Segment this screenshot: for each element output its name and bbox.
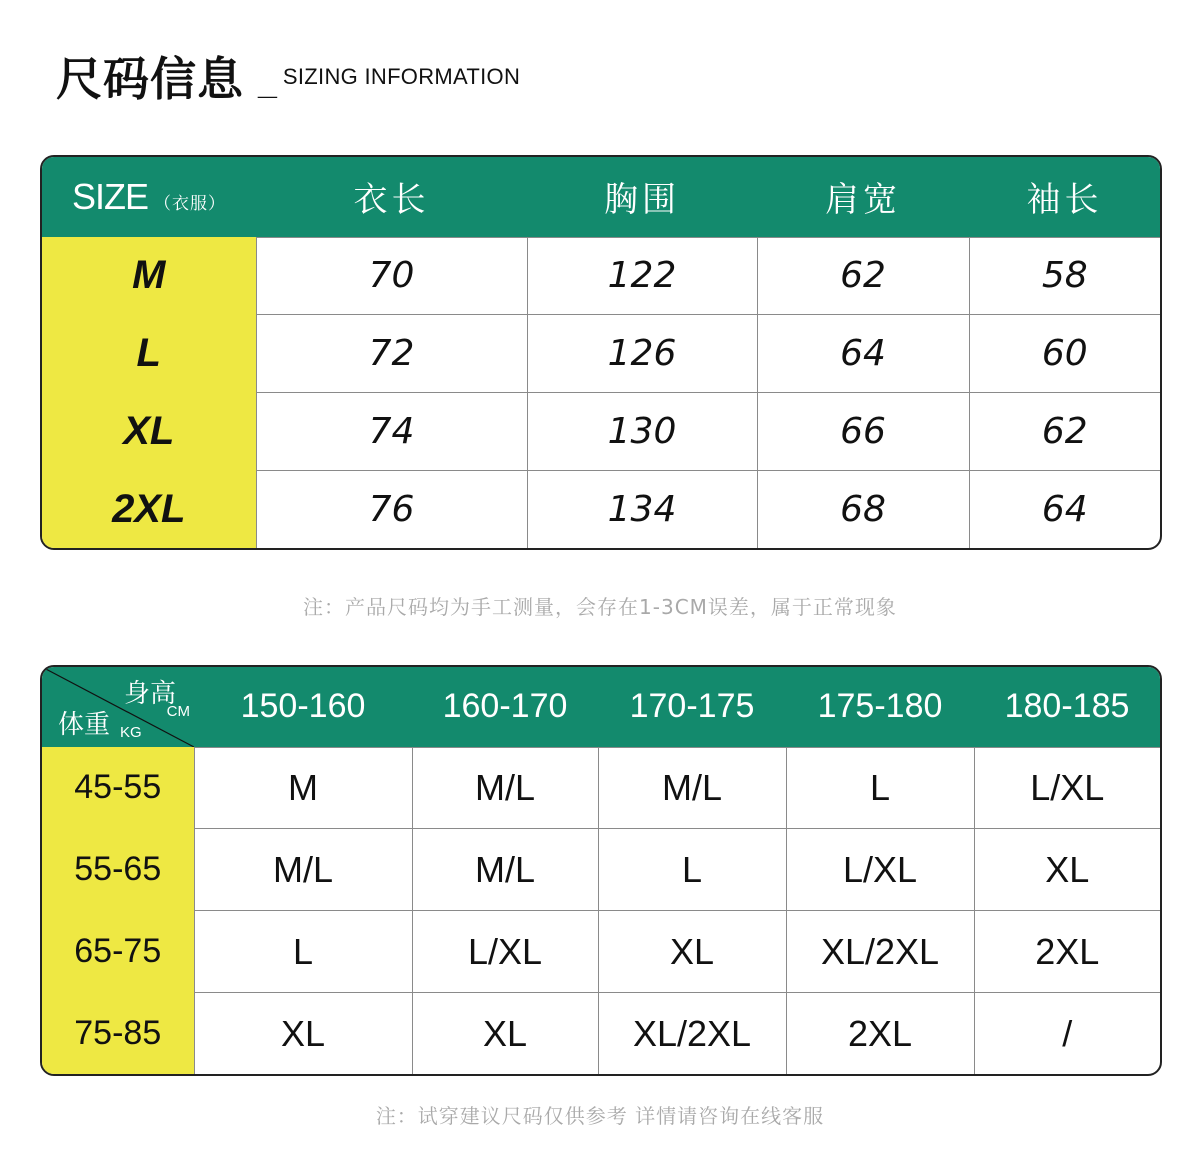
size-cell: 2XL <box>786 993 974 1074</box>
column-header-shoulder: 肩宽 <box>757 157 969 237</box>
measurement-note: 注：产品尺码均为手工测量，会存在1-3CM误差，属于正常现象 <box>303 595 897 619</box>
value-cell: 72 <box>256 315 527 393</box>
height-range-header: 175-180 <box>786 667 974 747</box>
size-label: M <box>42 237 256 315</box>
table-row <box>42 470 1160 548</box>
size-cell: XL <box>598 911 786 993</box>
size-label: 2XL <box>42 470 256 548</box>
size-cell: L <box>194 911 412 993</box>
table-row <box>42 829 1160 911</box>
size-cell: L/XL <box>412 911 598 993</box>
size-cell: XL <box>194 993 412 1074</box>
value-cell: 76 <box>256 470 527 548</box>
table-row <box>42 911 1160 993</box>
corner-header <box>42 667 194 747</box>
value-cell: 74 <box>256 393 527 471</box>
size-cell: M/L <box>412 747 598 829</box>
weight-range-label: 55-65 <box>42 829 194 911</box>
size-column-header <box>42 157 256 237</box>
size-cell: / <box>974 993 1160 1074</box>
size-cell: XL/2XL <box>598 993 786 1074</box>
height-range-header: 180-185 <box>974 667 1160 747</box>
table-row <box>42 315 1160 393</box>
size-cell: M/L <box>194 829 412 911</box>
title-english: SIZING INFORMATION <box>282 64 521 89</box>
recommendation-note: 注：试穿建议尺码仅供参考 详情请咨询在线客服 <box>375 1104 825 1128</box>
size-recommendation-table <box>40 665 1162 1076</box>
height-label: 身高 <box>123 679 176 709</box>
page-title <box>56 32 521 106</box>
size-cell: L <box>786 747 974 829</box>
size-cell: XL <box>412 993 598 1074</box>
size-cell: M/L <box>598 747 786 829</box>
column-header-sleeve: 袖长 <box>969 157 1160 237</box>
table-row <box>42 993 1160 1074</box>
size-header-text: SIZE <box>71 176 148 217</box>
height-unit: CM <box>166 703 190 720</box>
value-cell: 130 <box>527 393 757 471</box>
value-cell: 70 <box>256 237 527 315</box>
weight-unit: KG <box>120 724 142 741</box>
value-cell: 68 <box>757 470 969 548</box>
size-label: L <box>42 315 256 393</box>
size-cell: L <box>598 829 786 911</box>
height-range-header: 160-170 <box>412 667 598 747</box>
value-cell: 122 <box>527 237 757 315</box>
table-row <box>42 393 1160 471</box>
value-cell: 66 <box>757 393 969 471</box>
value-cell: 134 <box>527 470 757 548</box>
value-cell: 60 <box>969 315 1160 393</box>
column-header-length: 衣长 <box>256 157 527 237</box>
size-header-note: （衣服） <box>154 194 226 214</box>
size-label: XL <box>42 393 256 471</box>
weight-range-label: 65-75 <box>42 911 194 993</box>
table-row <box>42 747 1160 829</box>
height-range-header: 150-160 <box>194 667 412 747</box>
value-cell: 62 <box>969 393 1160 471</box>
size-cell: M <box>194 747 412 829</box>
value-cell: 126 <box>527 315 757 393</box>
title-dash: _ <box>258 64 277 102</box>
size-cell: 2XL <box>974 911 1160 993</box>
garment-size-table <box>40 155 1162 550</box>
size-cell: XL <box>974 829 1160 911</box>
table-row <box>42 237 1160 315</box>
value-cell: 62 <box>757 237 969 315</box>
size-cell: L/XL <box>974 747 1160 829</box>
weight-range-label: 75-85 <box>42 993 194 1074</box>
title-chinese: 尺码信息 <box>56 52 244 106</box>
size-cell: XL/2XL <box>786 911 974 993</box>
value-cell: 64 <box>757 315 969 393</box>
value-cell: 58 <box>969 237 1160 315</box>
size-cell: M/L <box>412 829 598 911</box>
height-range-header: 170-175 <box>598 667 786 747</box>
value-cell: 64 <box>969 470 1160 548</box>
column-header-chest: 胸围 <box>527 157 757 237</box>
weight-range-label: 45-55 <box>42 747 194 829</box>
size-cell: L/XL <box>786 829 974 911</box>
weight-label: 体重 <box>58 710 111 740</box>
